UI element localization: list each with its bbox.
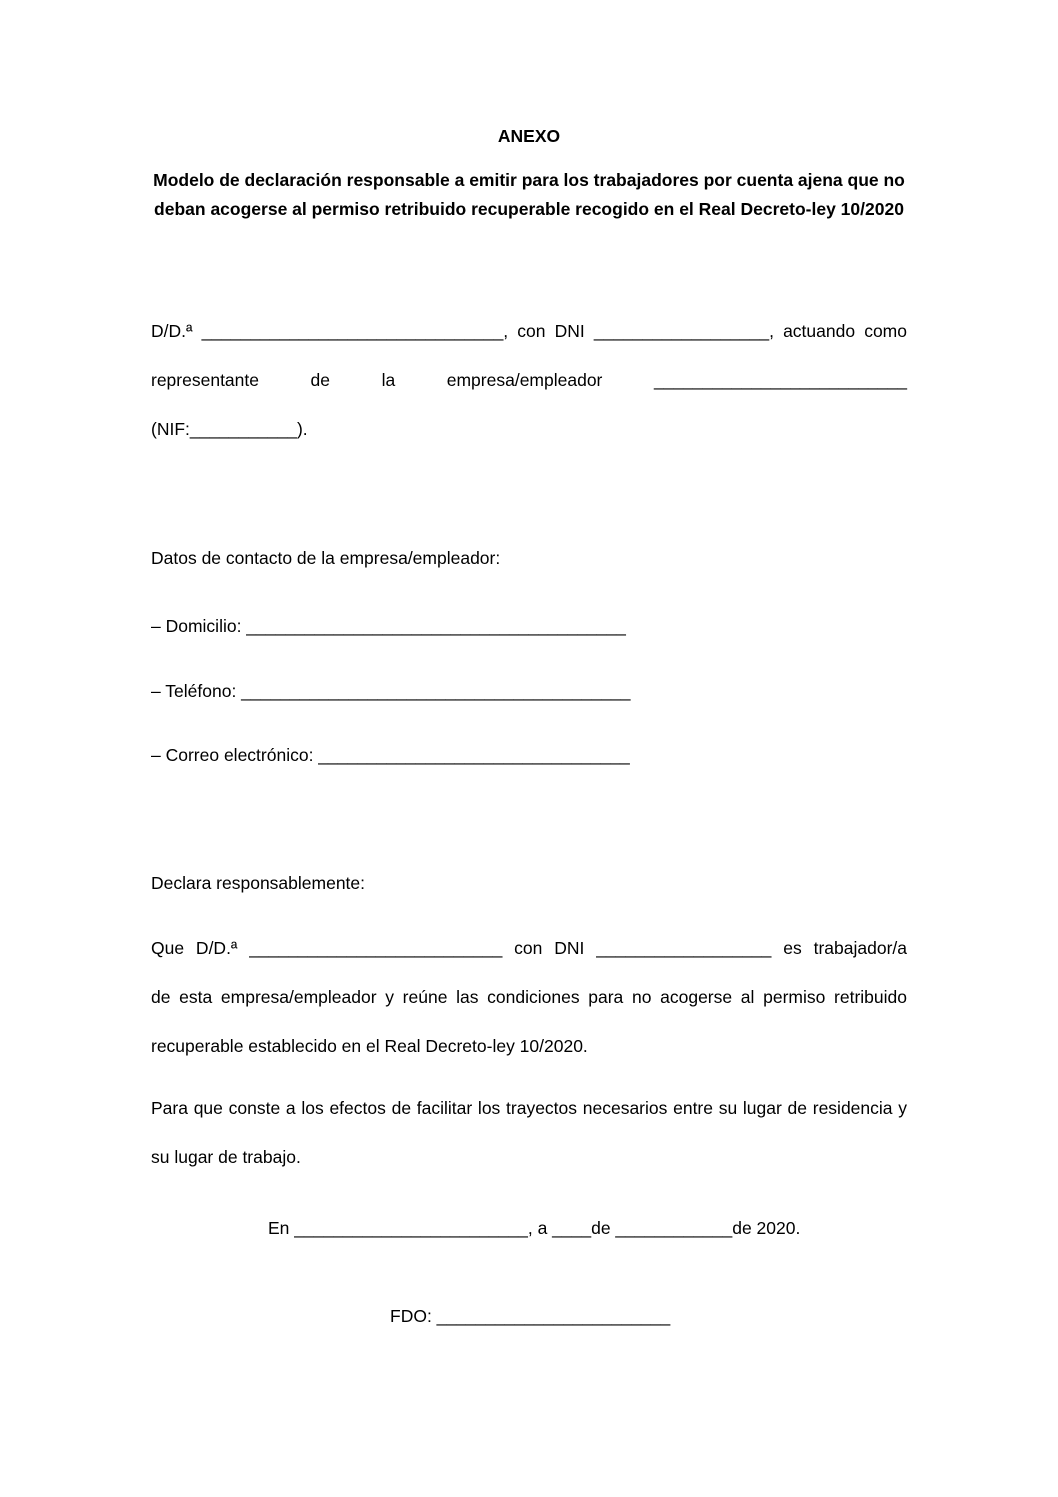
purpose-line-1: Para que conste a los efectos de facilitar los trayectos necesarios entre su lugar de residencia y xyxy=(151,1098,907,1118)
date-place-line: En ________________________, a ____de ____________de 2020. xyxy=(268,1218,801,1238)
declaration-line-3: recuperable establecido en el Real Decreto-ley 10/2020. xyxy=(151,1036,588,1056)
document-subtitle xyxy=(151,166,907,224)
document-title: ANEXO xyxy=(497,126,561,146)
subtitle-line-2: deban acogerse al permiso retribuido recuperable recogido en el Real Decreto-ley 10/2020 xyxy=(154,199,904,219)
signature-fdo-line: FDO: ________________________ xyxy=(390,1306,671,1326)
intro-line-1: D/D.ª _______________________________, con DNI __________________, actuando como xyxy=(151,321,907,341)
declaration-heading: Declara responsablemente: xyxy=(151,873,366,893)
contact-item-correo-electronico: – Correo electrónico: ________________________________ xyxy=(151,745,630,765)
declaration-line-2: de esta empresa/empleador y reúne las condiciones para no acogerse al permiso retribuido xyxy=(151,987,907,1007)
declaration-line-1: Que D/D.ª __________________________ con DNI __________________ es trabajador/a xyxy=(151,938,907,958)
contact-item-telefono: – Teléfono: ________________________________________ xyxy=(151,681,631,701)
intro-paragraph xyxy=(151,307,907,454)
purpose-line-2: su lugar de trabajo. xyxy=(151,1147,301,1167)
contact-item-domicilio: – Domicilio: _______________________________________ xyxy=(151,616,626,636)
declaration-paragraph xyxy=(151,924,907,1071)
intro-line-3: (NIF:___________). xyxy=(151,419,308,439)
subtitle-line-1: Modelo de declaración responsable a emitir para los trabajadores por cuenta ajena que no xyxy=(153,170,905,190)
purpose-paragraph xyxy=(151,1084,907,1182)
contact-section-heading: Datos de contacto de la empresa/empleador: xyxy=(151,548,501,568)
intro-line-2: representante de la empresa/empleador __________________________ xyxy=(151,370,907,390)
